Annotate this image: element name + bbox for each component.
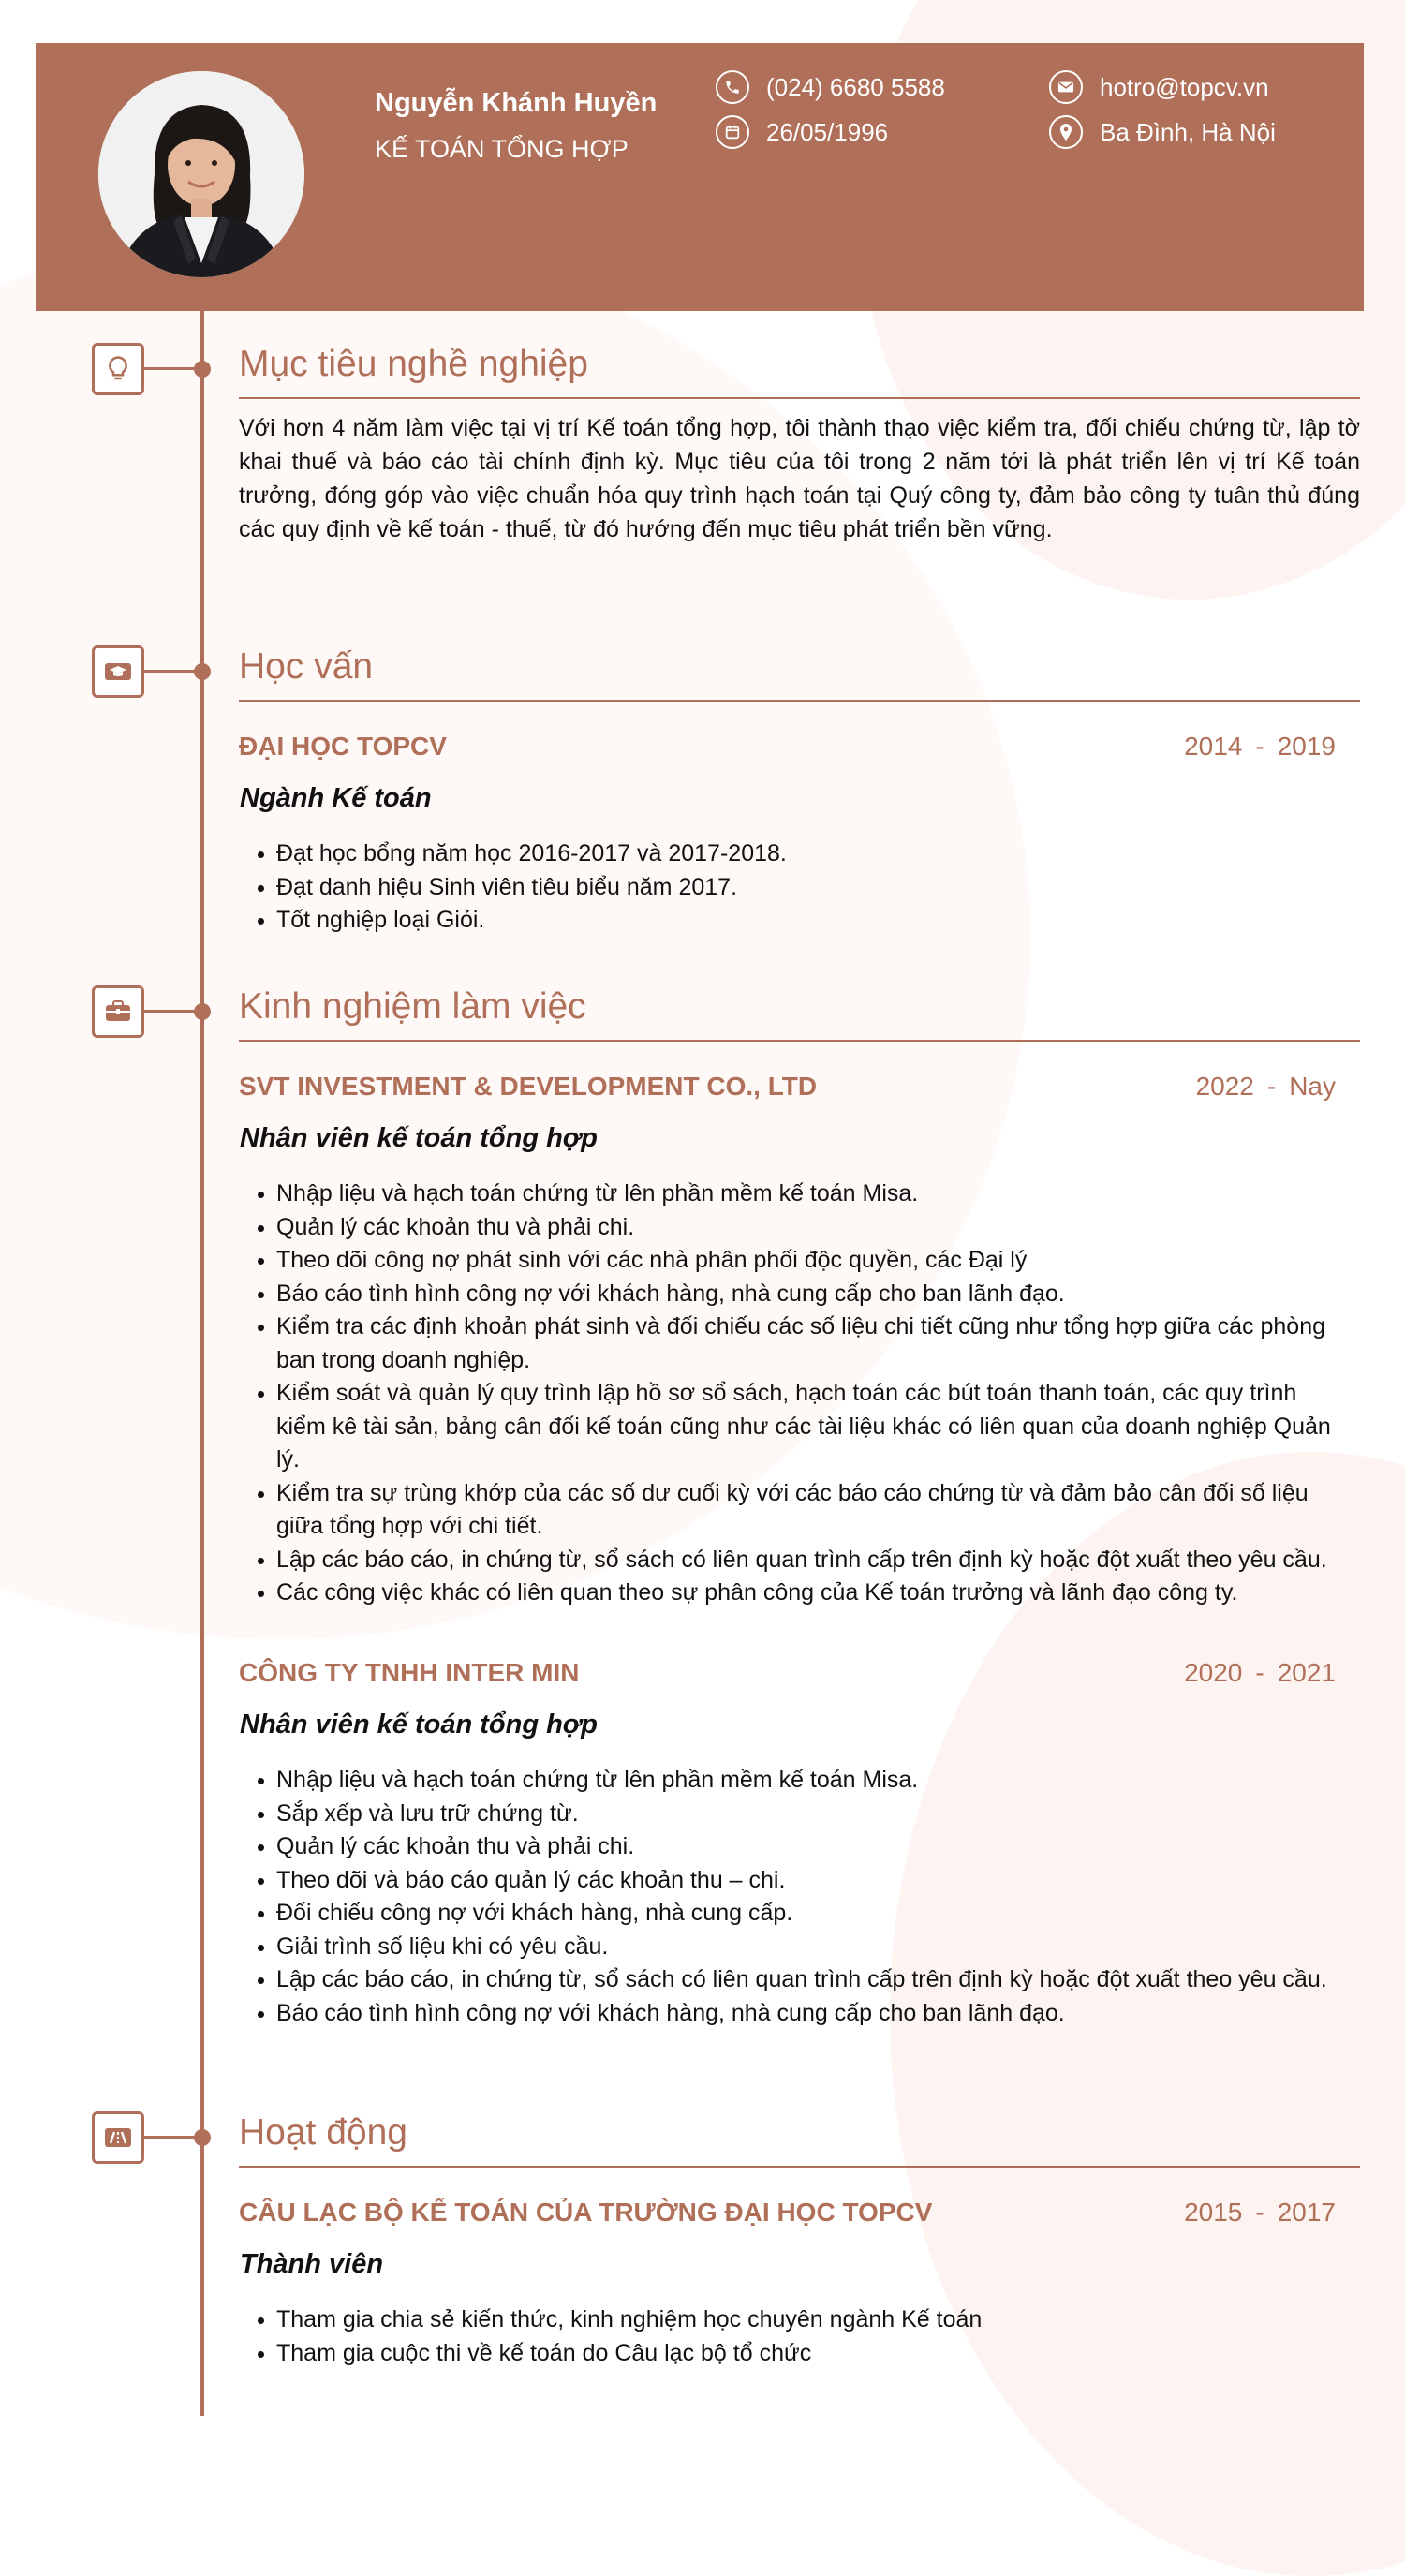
timeline-dot <box>194 663 211 680</box>
phone-text: (024) 6680 5588 <box>766 72 945 101</box>
lightbulb-icon <box>92 343 144 395</box>
calendar-icon <box>716 115 749 149</box>
start-year: 2014 <box>1184 732 1243 761</box>
job-title: Nhân viên kế toán tổng hợp <box>240 1123 598 1153</box>
date-separator: - <box>1255 2198 1264 2227</box>
education-bullets <box>239 837 1344 938</box>
end-year: 2017 <box>1277 2198 1336 2227</box>
contact-email <box>1049 70 1269 104</box>
date-separator: - <box>1266 1072 1277 1101</box>
list-item: • Lập các báo cáo, in chứng từ, sổ sách có liên quan trình cấp trên định kỳ hoặc đột xuất theo yêu cầu. <box>276 1544 1344 1577</box>
candidate-position: KẾ TOÁN TỔNG HỢP <box>375 135 629 163</box>
list-item: • Báo cáo tình hình công nợ với khách hàng, nhà cung cấp cho ban lãnh đạo. <box>276 1997 1344 2031</box>
section-title: Học vấn <box>239 646 374 687</box>
list-item: • Kiểm tra các định khoản phát sinh và đối chiếu các số liệu chi tiết cũng như tổng hợp giữa các phòng ban trong doanh nghiệp. <box>276 1310 1344 1377</box>
phone-icon <box>716 70 749 104</box>
organization-name: CÂU LẠC BỘ KẾ TOÁN CỦA TRƯỜNG ĐẠI HỌC TOPCV <box>239 2198 933 2227</box>
section-experience <box>92 985 1364 2063</box>
section-title: Hoạt động <box>239 2112 407 2153</box>
timeline-dot <box>194 361 211 378</box>
list-item: • Nhập liệu và hạch toán chứng từ lên phần mềm kế toán Misa. <box>276 1177 1344 1211</box>
company-name: SVT INVESTMENT & DEVELOPMENT CO., LTD <box>239 1072 818 1101</box>
section-divider <box>239 700 1360 702</box>
contact-address <box>1049 115 1276 149</box>
timeline-dot <box>194 1003 211 1020</box>
list-item: • Tốt nghiệp loại Giỏi. <box>276 904 1344 938</box>
candidate-name: Nguyễn Khánh Huyền <box>375 88 658 118</box>
road-icon <box>92 2111 144 2164</box>
list-item: • Quản lý các khoản thu và phải chi. <box>276 1830 1344 1864</box>
contact-phone <box>716 70 945 104</box>
start-year: 2015 <box>1184 2198 1243 2227</box>
list-item: • Giải trình số liệu khi có yêu cầu. <box>276 1931 1344 1964</box>
contact-birthdate <box>716 115 888 149</box>
location-pin-icon <box>1049 115 1083 149</box>
section-divider <box>239 2166 1360 2168</box>
section-education <box>92 645 1364 945</box>
education-dates <box>1184 732 1336 762</box>
list-item: • Tham gia chia sẻ kiến thức, kinh nghiệm học chuyên ngành Kế toán <box>276 2303 1344 2337</box>
list-item: • Các công việc khác có liên quan theo sự phân công của Kế toán trưởng và lãnh đạo công ty. <box>276 1577 1344 1610</box>
timeline-dot <box>194 2129 211 2146</box>
activity-bullets <box>239 2303 1344 2370</box>
job-bullets <box>239 1764 1344 2030</box>
list-item: • Nhập liệu và hạch toán chứng từ lên phần mềm kế toán Misa. <box>276 1764 1344 1798</box>
major-name: Ngành Kế toán <box>240 783 432 813</box>
avatar-illustration <box>98 71 304 277</box>
email-icon <box>1049 70 1083 104</box>
header <box>36 43 1364 311</box>
company-name: CÔNG TY TNHH INTER MIN <box>239 1658 580 1687</box>
list-item: • Theo dõi công nợ phát sinh với các nhà phân phối độc quyền, các Đại lý <box>276 1244 1344 1278</box>
list-item: • Kiểm soát và quản lý quy trình lập hồ sơ sổ sách, hạch toán các bút toán thanh toán, các quy trình kiểm kê tài sản, bảng cân đối kế toán cũng như các tài liệu khác có liên quan của doanh nghiệp Quản lý. <box>276 1377 1344 1477</box>
job-dates <box>1184 1658 1336 1688</box>
start-year: 2022 <box>1195 1072 1254 1101</box>
date-separator: - <box>1255 732 1264 761</box>
job-bullets <box>239 1177 1344 1610</box>
birthdate-text: 26/05/1996 <box>766 117 889 146</box>
avatar <box>98 71 304 277</box>
end-year: Nay <box>1289 1072 1336 1101</box>
list-item: • Sắp xếp và lưu trữ chứng từ. <box>276 1798 1344 1831</box>
list-item: • Đối chiếu công nợ với khách hàng, nhà cung cấp. <box>276 1897 1344 1931</box>
activity-role: Thành viên <box>240 2249 384 2279</box>
list-item: • Đạt học bổng năm học 2016-2017 và 2017-2018. <box>276 837 1344 871</box>
activity-dates <box>1184 2198 1336 2228</box>
school-name: ĐẠI HỌC TOPCV <box>239 732 447 761</box>
end-year: 2019 <box>1277 732 1336 761</box>
list-item: • Đạt danh hiệu Sinh viên tiêu biểu năm 2017. <box>276 871 1344 905</box>
section-title: Kinh nghiệm làm việc <box>239 986 586 1027</box>
date-separator: - <box>1255 1658 1264 1687</box>
list-item: • Báo cáo tình hình công nợ với khách hàng, nhà cung cấp cho ban lãnh đạo. <box>276 1278 1344 1311</box>
list-item: • Quản lý các khoản thu và phải chi. <box>276 1211 1344 1245</box>
objective-text: Với hơn 4 năm làm việc tại vị trí Kế toán tổng hợp, tôi thành thạo việc kiểm tra, đối chiếu chứng từ, lập tờ khai thuế và báo cáo tài chính định kỳ. Mục tiêu của tôi trong 2 năm tới là phát triển lên vị trí Kế toán trưởng, đóng góp vào việc chuẩn hóa quy trình hạch toán tại Quý công ty, đảm bảo công ty tuân thủ đúng các quy định về kế toán - thuế, từ đó hướng đến mục tiêu phát triển bền vững. <box>239 415 1360 542</box>
list-item: • Tham gia cuộc thi về kế toán do Câu lạc bộ tổ chức <box>276 2337 1344 2371</box>
section-title: Mục tiêu nghề nghiệp <box>239 344 588 384</box>
section-activities <box>92 2111 1364 2392</box>
list-item: • Kiểm tra sự trùng khớp của các số dư cuối kỳ với các báo cáo chứng từ và đảm bảo cân đối số liệu giữa tổng hợp với chi tiết. <box>276 1477 1344 1544</box>
job-title: Nhân viên kế toán tổng hợp <box>240 1710 598 1740</box>
section-divider <box>239 397 1360 399</box>
job-dates <box>1196 1072 1336 1102</box>
graduation-cap-icon <box>92 645 144 698</box>
end-year: 2021 <box>1277 1658 1336 1687</box>
address-text: Ba Đình, Hà Nội <box>1100 117 1276 146</box>
list-item: • Lập các báo cáo, in chứng từ, sổ sách có liên quan trình cấp trên định kỳ hoặc đột xuất theo yêu cầu. <box>276 1963 1344 1997</box>
email-text[interactable]: hotro@topcv.vn <box>1100 72 1269 101</box>
briefcase-icon <box>92 985 144 1038</box>
list-item: • Theo dõi và báo cáo quản lý các khoản thu – chi. <box>276 1864 1344 1898</box>
section-objective <box>92 343 1364 586</box>
start-year: 2020 <box>1184 1658 1243 1687</box>
section-divider <box>239 1040 1360 1042</box>
